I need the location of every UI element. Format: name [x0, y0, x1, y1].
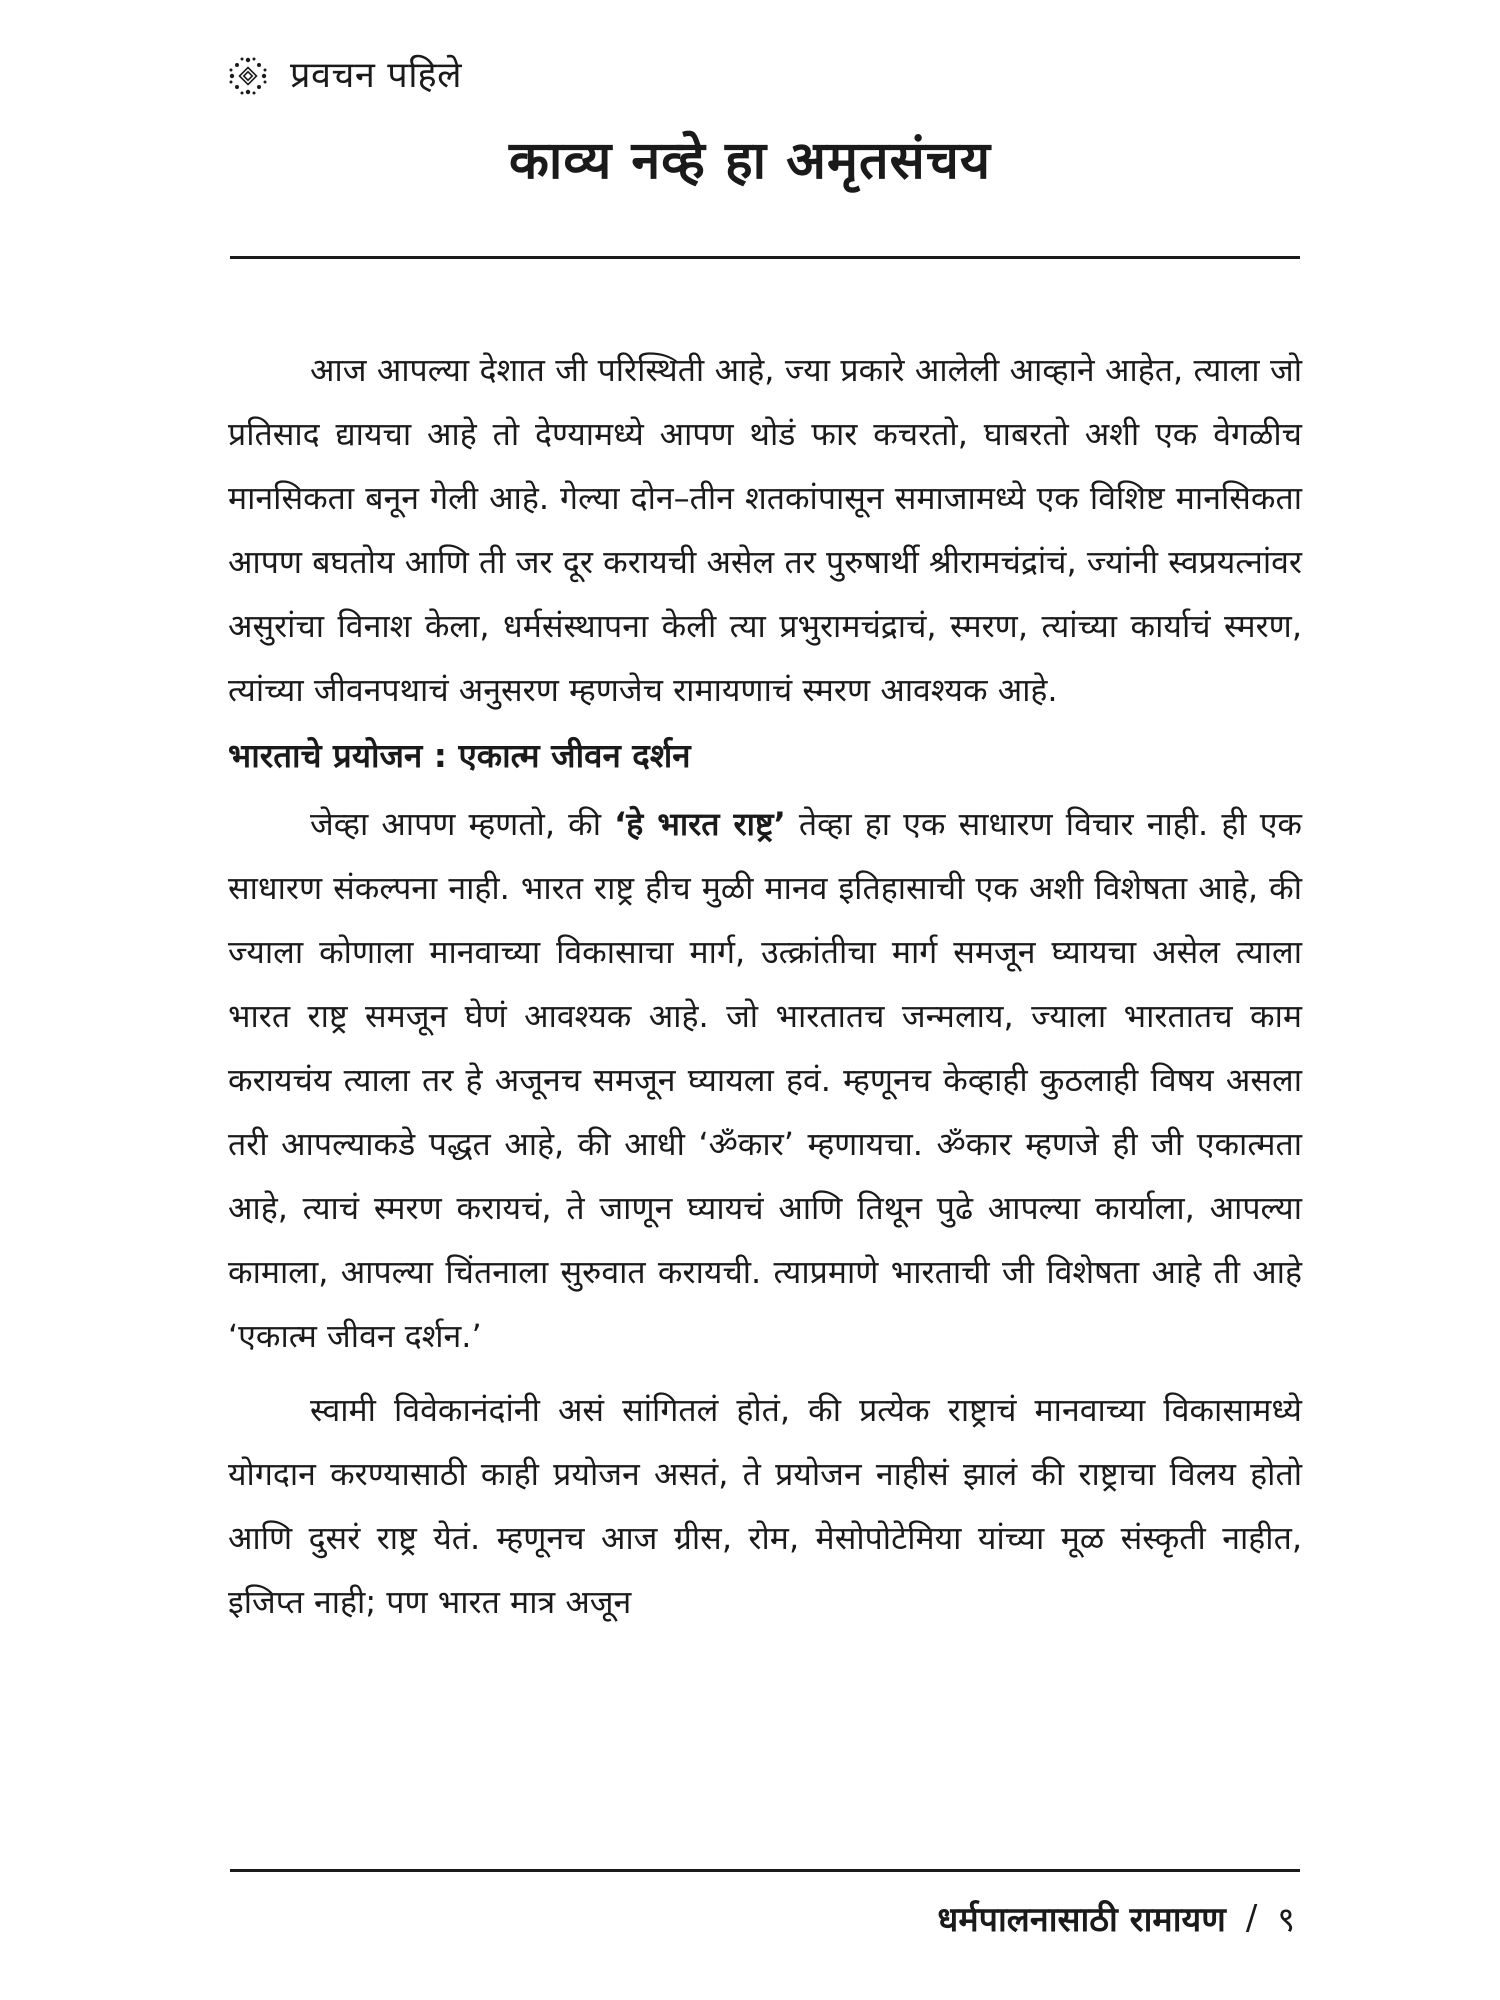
- ornament-icon: [228, 56, 268, 96]
- chapter-label: प्रवचन पहिले: [290, 55, 463, 96]
- bottom-divider: [230, 1869, 1300, 1872]
- paragraph-1: आज आपल्या देशात जी परिस्थिती आहे, ज्या प्रकारे आलेली आव्हाने आहेत, त्याला जो प्रतिसाद द्यायचा आहे तो देण्यामध्ये आपण थोडं फार कचरतो, घाबरतो अशी एक वेगळीच मानसिकता बनून गेली आहे. गेल्या दोन–तीन शतकांपासून समाजामध्ये एक विशिष्ट मानसिकता आपण बघतोय आणि ती जर दूर करायची असेल तर पुरुषार्थी श्रीरामचंद्रांचं, ज्यांनी स्वप्रयत्नांवर असुरांचा विनाश केला, धर्मसंस्थापना केली त्या प्रभुरामचंद्राचं, स्मरण, त्यांच्या कार्याचं स्मरण, त्यांच्या जीवनपथाचं अनुसरण म्हणजेच रामायणाचं स्मरण आवश्यक आहे.: [228, 351, 1302, 709]
- body-text: [228, 338, 1302, 1634]
- paragraph-2-lead: जेव्हा आपण म्हणतो, की: [310, 805, 615, 843]
- paragraph-2: [228, 792, 1302, 1368]
- page-footer: [937, 1895, 1295, 1941]
- section-heading: भारताचे प्रयोजन : एकात्म जीवन दर्शन: [228, 736, 691, 775]
- footer-book-title: धर्मपालनासाठी रामायण: [937, 1900, 1226, 1940]
- paragraph-3: स्वामी विवेकानंदांनी असं सांगितलं होतं, की प्रत्येक राष्ट्राचं मानवाच्या विकासामध्ये योगदान करण्यासाठी काही प्रयोजन असतं, ते प्रयोजन नाहीसं झालं की राष्ट्राचा विलय होतो आणि दुसरं राष्ट्र येतं. म्हणूनच आज ग्रीस, रोम, मेसोपोटेमिया यांच्या मूळ संस्कृती नाहीत, इजिप्त नाही; पण भारत मात्र अजून: [228, 1391, 1302, 1621]
- chapter-header: [228, 56, 462, 96]
- paragraph-2-emphasis: ‘हे भारत राष्ट्र’: [614, 805, 786, 843]
- page-number: ९: [1277, 1900, 1295, 1940]
- paragraph-2-rest: तेव्हा हा एक साधारण विचार नाही. ही एक साधारण संकल्पना नाही. भारत राष्ट्र हीच मुळी मानव इतिहासाची एक अशी विशेषता आहे, की ज्याला कोणाला मानवाच्या विकासाचा मार्ग, उत्क्रांतीचा मार्ग समजून घ्यायचा असेल त्याला भारत राष्ट्र समजून घेणं आवश्यक आहे. जो भारतातच जन्मलाय, ज्याला भारतातच काम करायचंय त्याला तर हे अजूनच समजून घ्यायला हवं. म्हणूनच केव्हाही कुठलाही विषय असला तरी आपल्याकडे पद्धत आहे, की आधी ‘ॐकार’ म्हणायचा. ॐकार म्हणजे ही जी एकात्मता आहे, त्याचं स्मरण करायचं, ते जाणून घ्यायचं आणि तिथून पुढे आपल्या कार्याला, आपल्या कामाला, आपल्या चिंतनाला सुरुवात करायची. त्याप्रमाणे भारताची जी विशेषता आहे ती आहे ‘एकात्म जीवन दर्शन.’: [228, 805, 1302, 1355]
- chapter-title: काव्य नव्हे हा अमृतसंचय: [508, 131, 992, 191]
- footer-separator: /: [1245, 1898, 1258, 1938]
- top-divider: [230, 256, 1300, 259]
